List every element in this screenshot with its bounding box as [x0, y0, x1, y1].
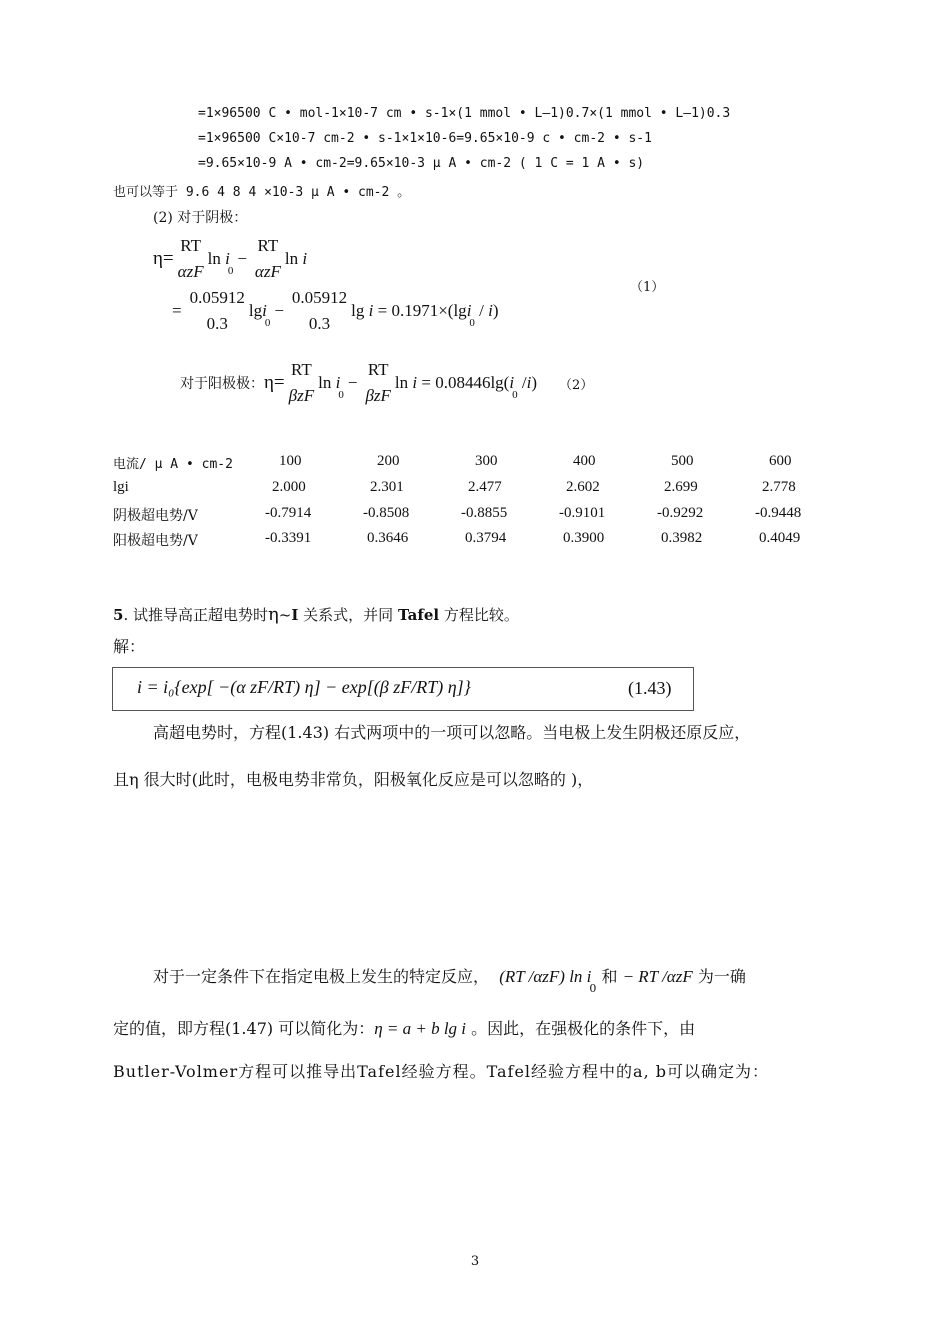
rt-over-azf-fraction: RT αzF	[177, 236, 204, 281]
page-number: 3	[470, 1254, 480, 1269]
rt-over-bzf-fraction: RT βzF	[288, 360, 315, 405]
table-row: 电流/ μ A • cm-2 100 200 300 400 500 600	[113, 453, 792, 472]
eta-symbol: η=	[153, 248, 174, 269]
paragraph-2-line-1: 对于一定条件下在指定电极上发生的特定反应， (RT /αzF) $\ln i_0$ 和 − RT /αzF 为一确	[153, 967, 746, 995]
solution-label: 解：	[113, 637, 146, 656]
paragraph-1-line-2: 且η 很大时(此时，电极电势非常负，阳极氧化反应是可以忽略的 )，	[113, 770, 594, 789]
anode-equation: 对于阳极极： η= RT βzF ln i 0 − RT βzF ln i = 0.08446lg( i 0 / i ) （2）	[180, 360, 594, 405]
calc-line-3: =9.65×10-9 A • cm-2=9.65×10-3 μ A • cm-2 ( 1 C = 1 A • s)	[198, 156, 645, 171]
coef-fraction: 0.05912 0.3	[189, 288, 245, 333]
rt-over-bzf-fraction-2: RT βzF	[365, 360, 391, 405]
coef-fraction-2: 0.05912 0.3	[291, 288, 348, 333]
table-row: 阳极超电势/V -0.3391 0.3646 0.3794 0.3900 0.3982 0.4049	[113, 530, 801, 549]
calc-line-2: =1×96500 C×10-7 cm-2 • s-1×1×10-6=9.65×10-9 c • cm-2 • s-1	[198, 131, 652, 146]
paragraph-2-line-3: Butler-Volmer方程可以推导出Tafel经验方程。Tafel经验方程中的a, b可以确定为：	[113, 1062, 770, 1081]
cathode-equation-2: = 0.05912 0.3 lg i 0 − 0.05912 0.3 lg i = 0.1971×(lg i 0 / i )	[172, 288, 499, 333]
rt-over-azf-fraction-2: RT αzF	[254, 236, 281, 281]
equation-number: (1.43)	[628, 678, 672, 698]
table-row: lgi 2.000 2.301 2.477 2.602 2.699 2.778	[113, 479, 796, 495]
butler-volmer-equation: i = i₀{exp[ −(α zF/RT) η] − exp[(β zF/RT) η]}	[137, 677, 471, 697]
calc-line-4: 也可以等于 9.6 4 8 4 ×10-3 μ A • cm-2 。	[113, 185, 411, 200]
paragraph-2-line-2: 定的值，即方程(1.47) 可以简化为：η = a + b lg i 。因此，在强极化的条件下，由	[113, 1019, 696, 1038]
calc-line-1: =1×96500 C • mol-1×10-7 cm • s-1×(1 mmol • L—1)0.7×(1 mmol • L—1)0.3	[198, 106, 731, 121]
cathode-equation-1: η= RT αzF ln i 0 − RT αzF ln i	[153, 236, 308, 281]
equation-label-1: （1）	[630, 280, 665, 295]
cathode-heading: (2) 对于阴极：	[153, 210, 248, 226]
question-5: 5. 试推导高正超电势时η~I 关系式，并同 Tafel 方程比较。	[113, 604, 519, 625]
boxed-equation	[112, 667, 694, 711]
paragraph-1-line-1: 高超电势时，方程(1.43) 右式两项中的一项可以忽略。当电极上发生阴极还原反应，	[153, 723, 751, 742]
table-row: 阴极超电势/V -0.7914 -0.8508 -0.8855 -0.9101 -0.9292 -0.9448	[113, 505, 802, 524]
